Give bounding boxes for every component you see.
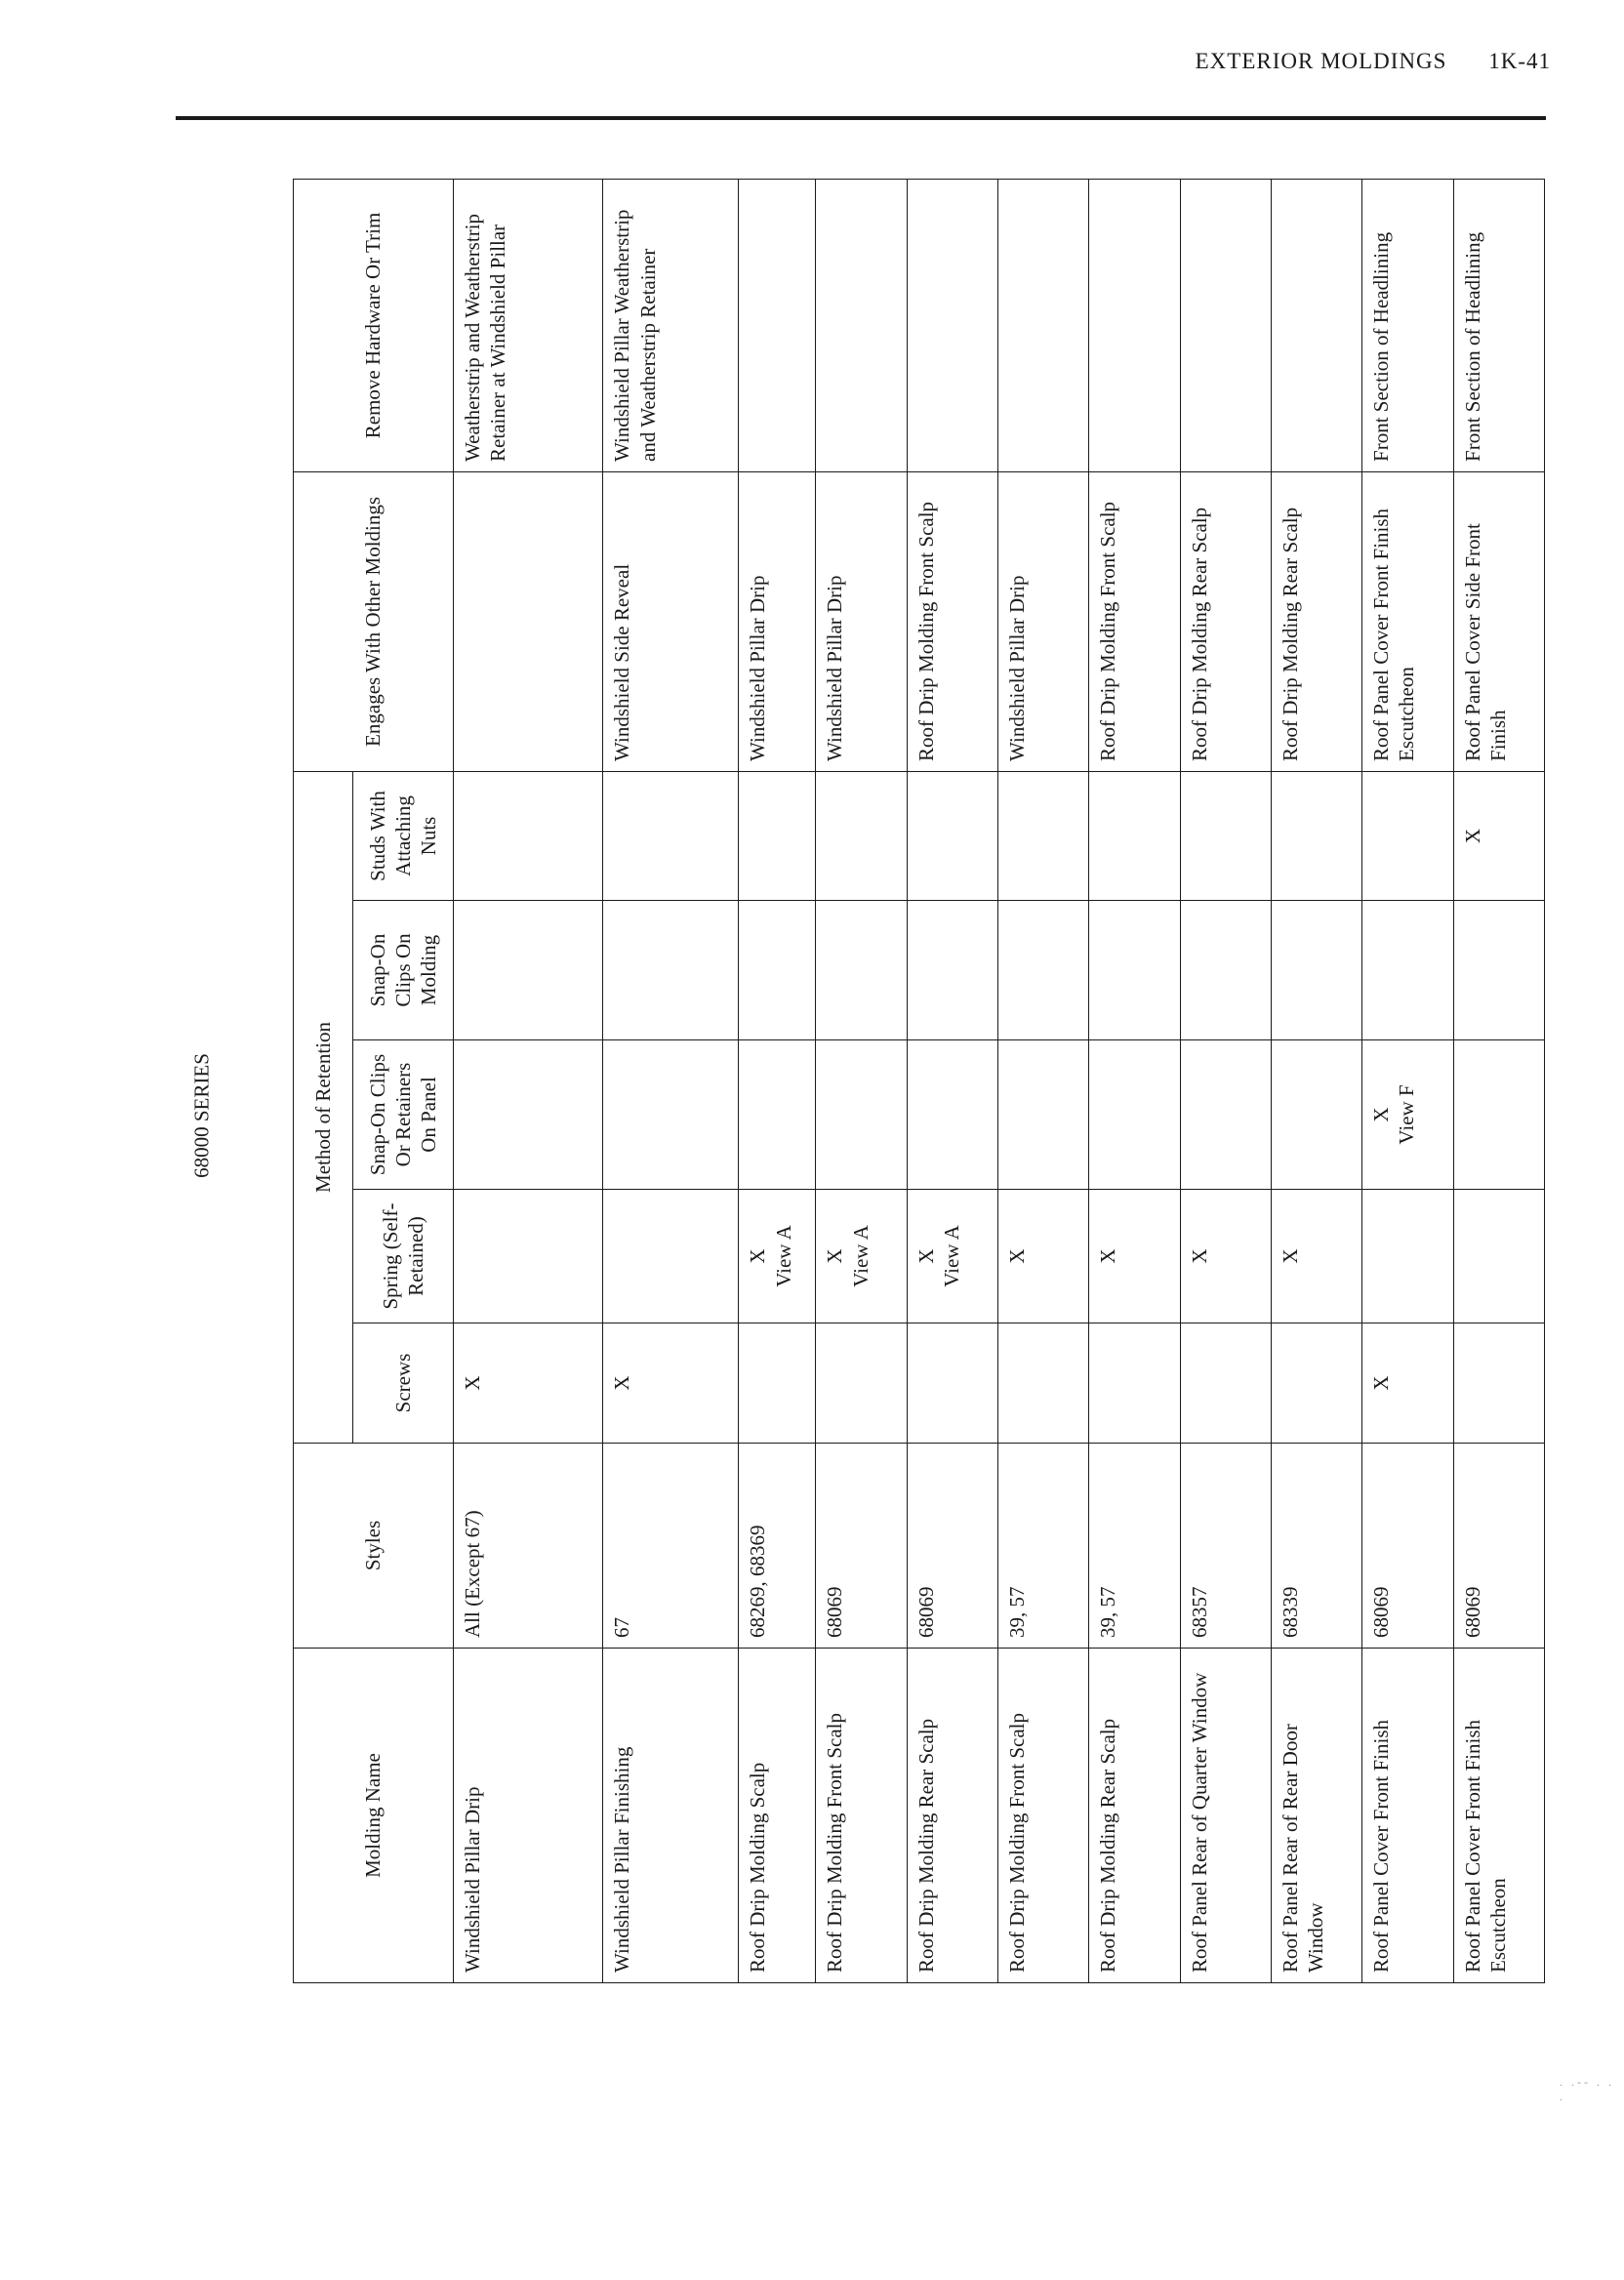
table-row — [1453, 179, 1544, 1982]
styles-cell: 39, 57 — [997, 1444, 1088, 1649]
screws-cell: X — [1362, 1323, 1453, 1444]
section-title: EXTERIOR MOLDINGS — [1195, 49, 1447, 73]
spring-cell — [1362, 1190, 1453, 1323]
engages-with-cell: Roof Drip Molding Rear Scalp — [1180, 471, 1271, 771]
studs-cell — [907, 771, 997, 900]
spring-mark: X — [914, 1248, 938, 1264]
styles-cell: 68069 — [1453, 1444, 1544, 1649]
screws-cell — [739, 1323, 816, 1444]
engages-with-cell: Roof Panel Cover Side Front Finish — [1453, 471, 1544, 771]
screws-cell — [1271, 1323, 1361, 1444]
molding-name-cell: Roof Drip Molding Front Scalp — [816, 1649, 907, 1983]
screws-cell: X — [603, 1323, 739, 1444]
spring-note: View A — [939, 1225, 963, 1287]
spring-cell — [1089, 1190, 1180, 1323]
snap-on-molding-cell — [907, 901, 997, 1040]
snap-on-panel-cell — [1180, 1040, 1271, 1190]
col-header-screws: Screws — [353, 1323, 454, 1444]
snap-on-panel-cell — [1089, 1040, 1180, 1190]
col-header-spring: Spring (Self-Retained) — [353, 1190, 454, 1323]
stray-pen-marks: . .-- . . . — [1560, 2075, 1614, 2103]
col-header-snap-on-panel: Snap-On Clips Or Retainers On Panel — [353, 1040, 454, 1190]
col-header-method-of-retention: Method of Retention — [294, 771, 353, 1443]
molding-name-cell: Roof Panel Cover Front Finish — [1362, 1649, 1453, 1983]
table-row — [739, 179, 816, 1982]
engages-with-cell: Windshield Pillar Drip — [739, 471, 816, 771]
screws-cell — [1089, 1323, 1180, 1444]
engages-with-cell: Windshield Pillar Drip — [816, 471, 907, 771]
col-header-molding-name: Molding Name — [294, 1649, 454, 1983]
molding-name-cell: Roof Panel Cover Front Finish Escutcheon — [1453, 1649, 1544, 1983]
molding-retention-table — [293, 179, 1545, 1983]
page-number: 1K-41 — [1488, 49, 1551, 73]
molding-name-cell: Roof Drip Molding Rear Scalp — [1089, 1649, 1180, 1983]
styles-cell: 39, 57 — [1089, 1444, 1180, 1649]
snap-on-panel-cell — [454, 1040, 603, 1190]
table-row — [1271, 179, 1361, 1982]
col-header-studs: Studs With Attaching Nuts — [353, 771, 454, 900]
studs-cell — [739, 771, 816, 900]
header-rule — [176, 116, 1546, 120]
molding-name-cell: Roof Drip Molding Front Scalp — [997, 1649, 1088, 1983]
snap-on-panel-cell — [1362, 1040, 1453, 1190]
studs-cell — [997, 771, 1088, 900]
remove-hardware-cell — [1089, 179, 1180, 471]
remove-hardware-cell: Windshield Pillar Weatherstrip and Weatherstrip Retainer — [603, 179, 739, 471]
snap-on-molding-cell — [1089, 901, 1180, 1040]
table-row — [1362, 179, 1453, 1982]
spring-cell — [816, 1190, 907, 1323]
engages-with-cell: Roof Drip Molding Front Scalp — [1089, 471, 1180, 771]
molding-name-cell: Windshield Pillar Finishing — [603, 1649, 739, 1983]
studs-cell — [1180, 771, 1271, 900]
screws-cell — [1180, 1323, 1271, 1444]
engages-with-cell: Windshield Side Reveal — [603, 471, 739, 771]
molding-name-cell: Roof Panel Rear of Rear Door Window — [1271, 1649, 1361, 1983]
spring-cell — [454, 1190, 603, 1323]
studs-cell — [816, 771, 907, 900]
snap-on-molding-cell — [739, 901, 816, 1040]
remove-hardware-cell: Front Section of Headlining — [1362, 179, 1453, 471]
spring-mark: X — [1004, 1248, 1029, 1264]
engages-with-cell — [454, 471, 603, 771]
snap-on-panel-mark: X — [1369, 1107, 1394, 1122]
styles-cell: 68269, 68369 — [739, 1444, 816, 1649]
molding-name-cell: Roof Panel Rear of Quarter Window — [1180, 1649, 1271, 1983]
styles-cell: 68069 — [816, 1444, 907, 1649]
table-row — [603, 179, 739, 1982]
spring-cell — [997, 1190, 1088, 1323]
screws-cell — [1453, 1323, 1544, 1444]
snap-on-panel-cell — [997, 1040, 1088, 1190]
snap-on-molding-cell — [1362, 901, 1453, 1040]
screws-cell — [997, 1323, 1088, 1444]
spring-cell — [603, 1190, 739, 1323]
screws-cell — [816, 1323, 907, 1444]
molding-name-cell: Windshield Pillar Drip — [454, 1649, 603, 1983]
spring-note: View A — [848, 1225, 873, 1287]
spring-cell — [1453, 1190, 1544, 1323]
table-row — [997, 179, 1088, 1982]
remove-hardware-cell — [1271, 179, 1361, 471]
snap-on-molding-cell — [816, 901, 907, 1040]
table-row — [816, 179, 907, 1982]
molding-name-cell: Roof Drip Molding Rear Scalp — [907, 1649, 997, 1983]
spring-mark: X — [746, 1248, 770, 1264]
studs-cell — [603, 771, 739, 900]
remove-hardware-cell: Front Section of Headlining — [1453, 179, 1544, 471]
snap-on-molding-cell — [603, 901, 739, 1040]
studs-cell — [1271, 771, 1361, 900]
col-header-engages-with: Engages With Other Moldings — [294, 471, 454, 771]
spring-mark: X — [1278, 1248, 1302, 1264]
studs-cell — [454, 771, 603, 900]
engages-with-cell: Windshield Pillar Drip — [997, 471, 1088, 771]
col-header-snap-on-molding: Snap-On Clips On Molding — [353, 901, 454, 1040]
styles-cell: 68069 — [1362, 1444, 1453, 1649]
remove-hardware-cell — [907, 179, 997, 471]
snap-on-molding-cell — [1453, 901, 1544, 1040]
snap-on-panel-cell — [1453, 1040, 1544, 1190]
styles-cell: 68339 — [1271, 1444, 1361, 1649]
spring-cell — [907, 1190, 997, 1323]
molding-name-cell: Roof Drip Molding Scalp — [739, 1649, 816, 1983]
series-label: 68000 SERIES — [189, 1053, 214, 1178]
styles-cell: 67 — [603, 1444, 739, 1649]
snap-on-molding-cell — [997, 901, 1088, 1040]
col-header-styles: Styles — [294, 1444, 454, 1649]
styles-cell: 68069 — [907, 1444, 997, 1649]
spring-mark: X — [823, 1248, 847, 1264]
spring-cell — [739, 1190, 816, 1323]
snap-on-panel-cell — [907, 1040, 997, 1190]
spring-mark: X — [1096, 1248, 1120, 1264]
table-row — [1089, 179, 1180, 1982]
engages-with-cell: Roof Drip Molding Front Scalp — [907, 471, 997, 771]
spring-cell — [1271, 1190, 1361, 1323]
snap-on-panel-note: View F — [1395, 1084, 1419, 1145]
remove-hardware-cell: Weatherstrip and Weatherstrip Retainer at Windshield Pillar — [454, 179, 603, 471]
screws-cell — [907, 1323, 997, 1444]
running-header — [1196, 49, 1551, 74]
snap-on-panel-cell — [1271, 1040, 1361, 1190]
styles-cell: All (Except 67) — [454, 1444, 603, 1649]
snap-on-molding-cell — [1180, 901, 1271, 1040]
studs-cell — [1362, 771, 1453, 900]
screws-cell: X — [454, 1323, 603, 1444]
studs-cell — [1089, 771, 1180, 900]
table-row — [907, 179, 997, 1982]
snap-on-molding-cell — [1271, 901, 1361, 1040]
studs-cell: X — [1453, 771, 1544, 900]
remove-hardware-cell — [816, 179, 907, 471]
engages-with-cell: Roof Panel Cover Front Finish Escutcheon — [1362, 471, 1453, 771]
engages-with-cell: Roof Drip Molding Rear Scalp — [1271, 471, 1361, 771]
remove-hardware-cell — [739, 179, 816, 471]
table-row — [454, 179, 603, 1982]
spring-note: View A — [771, 1225, 795, 1287]
spring-cell — [1180, 1190, 1271, 1323]
remove-hardware-cell — [1180, 179, 1271, 471]
col-header-remove-hardware: Remove Hardware Or Trim — [294, 179, 454, 471]
snap-on-panel-cell — [603, 1040, 739, 1190]
header-row-1 — [294, 179, 353, 1982]
snap-on-molding-cell — [454, 901, 603, 1040]
snap-on-panel-cell — [739, 1040, 816, 1190]
styles-cell: 68357 — [1180, 1444, 1271, 1649]
snap-on-panel-cell — [816, 1040, 907, 1190]
table-row — [1180, 179, 1271, 1982]
molding-table-rotated — [293, 180, 1545, 1983]
spring-mark: X — [1187, 1248, 1211, 1264]
remove-hardware-cell — [997, 179, 1088, 471]
